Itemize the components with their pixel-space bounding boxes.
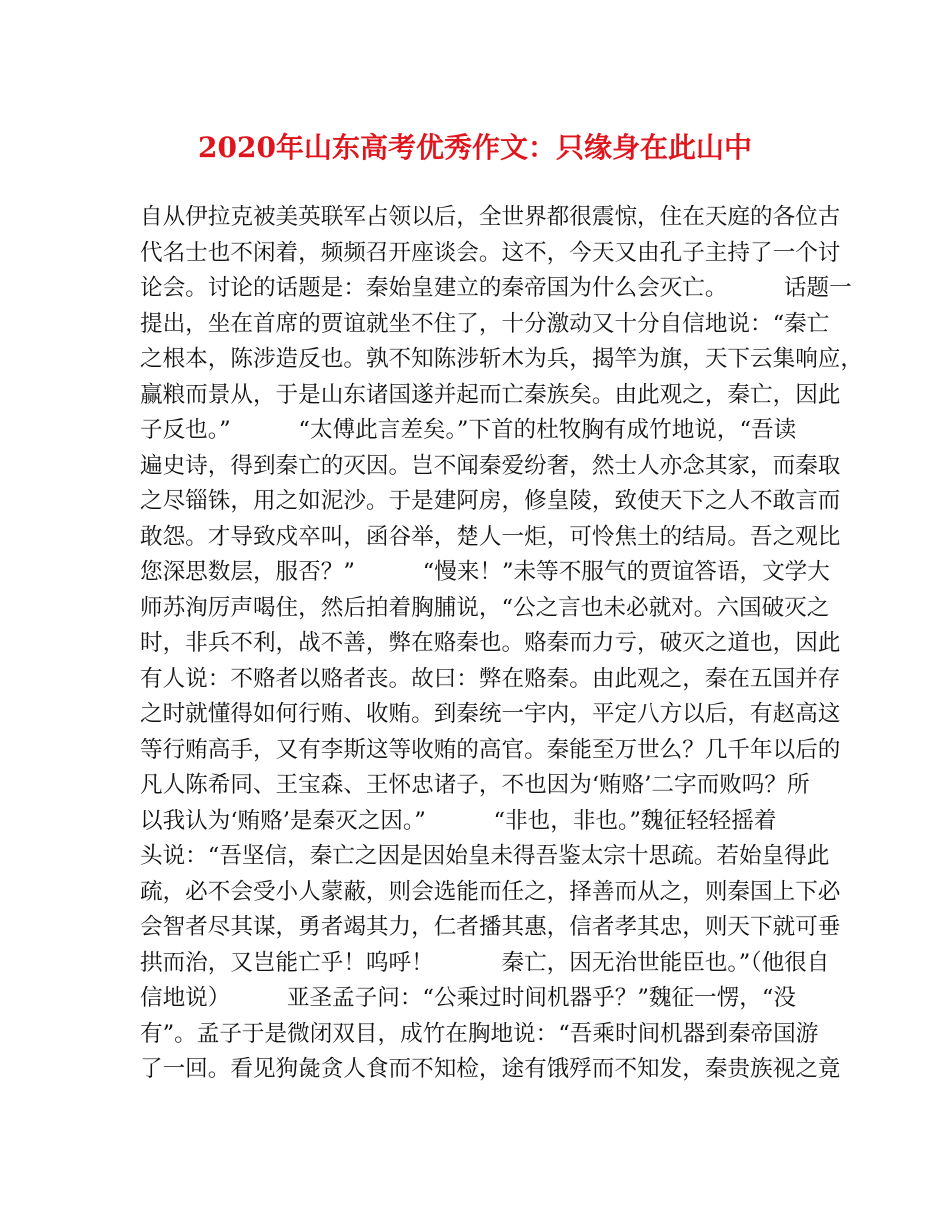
body-line: 您深思数层，服否？” “慢来！”未等不服气的贾谊答语，文学大 [140,559,830,585]
body-line: 敢怨。才导致戍卒叫，函谷举，楚人一炬，可怜焦土的结局。吾之观比 [140,523,841,550]
body-line: 时，非兵不利，战不善，弊在赂秦也。赂秦而力亏，破灭之道也，因此 [140,630,841,656]
body-line: 会智者尽其谋，勇者竭其力，仁者播其惠，信者孝其忠，则天下就可垂 [140,914,841,940]
body-line: 信地说） 亚圣孟子问：“公乘过时间机器乎？”魏征一愣，“没 [140,985,796,1011]
body-line: 之时就懂得如何行贿、收贿。到秦统一宇内，平定八方以后，有赵高这 [140,701,841,727]
body-line: 拱而治，又岂能亡乎！呜呼！ 秦亡，因无治世能臣也。”（他很自 [140,949,830,976]
body-line: 师苏洵厉声喝住，然后拍着胸脯说，“公之言也未必就对。六国破灭之 [140,594,830,621]
body-line: 有”。孟子于是微闭双目，成竹在胸地说：“吾乘时间机器到秦帝国游 [140,1020,819,1047]
body-line: 自从伊拉克被美英联军占领以后，全世界都很震惊，住在天庭的各位古 [140,204,841,230]
body-line: 之根本，陈涉造反也。孰不知陈涉斩木为兵，揭竿为旗，天下云集响应， [140,346,863,372]
body-line: 疏，必不会受小人蒙蔽，则会选能而任之，择善而从之，则秦国上下必 [140,878,841,905]
body-line: 代名士也不闲着，频频召开座谈会。这不，今天又由孔子主持了一个讨 [140,239,841,266]
body-line: 头说：“吾坚信，秦亡之因是因始皇未得吾鉴太宗十思疏。若始皇得此 [140,843,830,869]
document-body [140,200,863,1088]
body-line: 子反也。” “太傅此言差矣。”下首的杜牧胸有成竹地说，“吾读 [140,417,797,443]
body-line: 提出，坐在首席的贾谊就坐不住了，十分激动又十分自信地说：“秦亡 [140,310,830,337]
body-line: 论会。讨论的话题是：秦始皇建立的秦帝国为什么会灭亡。 话题一 [140,275,852,301]
body-line: 等行贿高手，又有李斯这等收贿的高官。秦能至万世么？几千年以后的 [140,736,841,763]
body-line: 以我认为‘贿赂’是秦灭之因。” “非也，非也。”魏征轻轻摇着 [140,807,777,834]
body-line: 了一回。看见狗彘贪人食而不知检，途有饿殍而不知发，秦贵族视之竟 [140,1056,841,1082]
body-line: 凡人陈希同、王宝森、王怀忠诸子，不也因为‘贿赂’二字而败吗？所 [140,772,810,798]
body-line: 赢粮而景从，于是山东诸国遂并起而亡秦族矣。由此观之，秦亡，因此 [140,381,841,408]
body-line: 有人说：不赂者以赂者丧。故曰：弊在赂秦。由此观之，秦在五国并存 [140,665,841,692]
document-title: 2020年山东高考优秀作文：只缘身在此山中 [198,131,752,164]
body-line: 之尽锱铢，用之如泥沙。于是建阿房，修皇陵，致使天下之人不敢言而 [140,488,841,514]
body-line: 遍史诗，得到秦亡的灭因。岂不闻秦爱纷奢，然士人亦念其家，而秦取 [140,452,841,479]
